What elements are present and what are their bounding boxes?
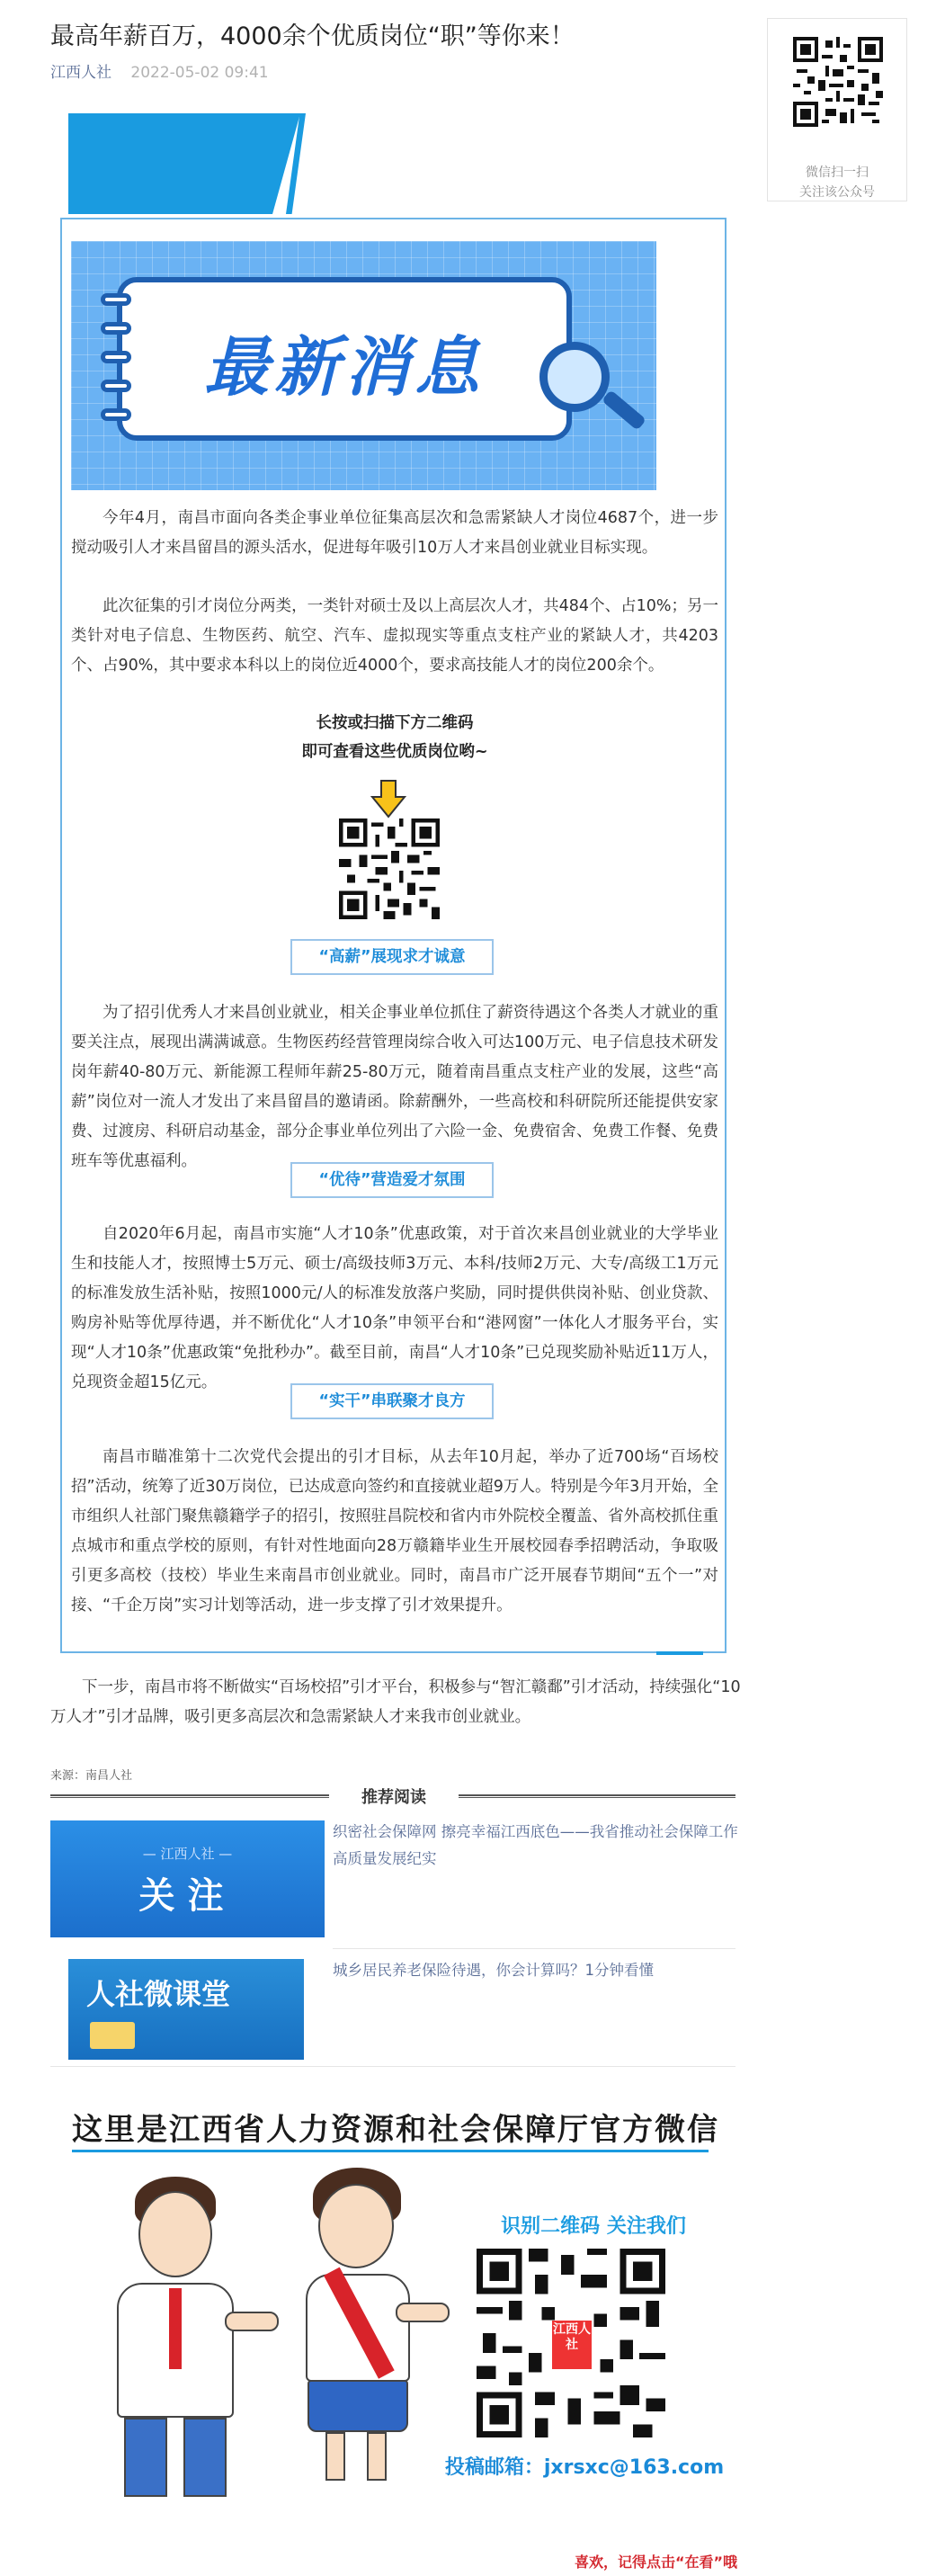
article-meta (50, 59, 269, 82)
card-corner-mark (656, 1651, 703, 1655)
poster-rule (72, 2150, 709, 2152)
notebook-ring (101, 293, 131, 306)
submission-email: 投稿邮箱：jxrsxc@163.com (444, 2456, 725, 2479)
follow-us-caption: 识别二维码 关注我们 (501, 2215, 686, 2238)
footer-like-note: 喜欢，记得点击“在看”哦 (574, 2554, 737, 2571)
recommend-rule-right (459, 1794, 735, 1798)
arrow-down-icon (370, 779, 406, 818)
notebook-ring (101, 408, 131, 421)
qr-code-icon[interactable] (793, 37, 883, 127)
account-name-link[interactable]: 江西人社 (50, 64, 111, 82)
source-note: 来源：南昌人社 (50, 1769, 133, 1783)
female-figure-illustration (261, 2168, 459, 2482)
scan-instruction-1: 长按或扫描下方二维码 (316, 714, 474, 732)
jobs-qr-code[interactable] (339, 818, 440, 919)
recommend-rule-left (50, 1794, 329, 1798)
qr-hint-line2: 关注该公众号 (799, 185, 875, 200)
jiangxi-hrss-badge: 江西人社 (552, 2321, 592, 2369)
paragraph-1: 今年4月，南昌市面向各类企事业单位征集高层次和急需紧缺人才岗位4687个，进一步搅动吸引人才来昌留昌的源头活水，促进每年吸引10万人才来昌创业就业目标实现。 (71, 509, 718, 557)
section-tag-benefits: “优待”营造爱才氛围 (290, 1162, 494, 1198)
male-figure-illustration (81, 2177, 288, 2500)
paragraph-3: 为了招引优秀人才来昌创业就业，相关企事业单位抓住了薪资待遇这个各类人才就业的重要关注点，展现出满满诚意。生物医药经营管理岗综合收入可达100万元、电子信息技术研发岗年薪40-80万元、新能源工程师年薪25-80万元，随着南昌重点支柱产业的发展，这些“高薪”岗位对一流人才发出了来昌留昌的邀请函。除薪酬外，一些高校和科研院所还能提供安家费、过渡房、科研启动基金，部分企事业单位列出了六险一金、免费宿舍、免费工作餐、免费班车等优惠福利。 (71, 1004, 718, 1170)
qr-hint-line1: 微信扫一扫 (806, 165, 869, 180)
recommend-link-2[interactable]: 城乡居民养老保险待遇，你会计算吗？1分钟看懂 (333, 1962, 654, 1979)
poster-title: 这里是江西省人力资源和社会保障厅官方微信 (72, 2112, 719, 2148)
paragraph-4: 自2020年6月起，南昌市实施“人才10条”优惠政策，对于首次来昌创业就业的大学毕业生和技能人才，按照博士5万元、硕士/高级技师3万元、本科/技师2万元、大专/高级工1万元的标准发放生活补贴，按照1000元/人的标准发放落户奖励，同时提供供岗补贴、创业贷款、购房补贴等优厚待遇，并不断优化“人才10条”申领平台和“港网窗”一体化人才服务平台，实现“人才10条”优惠政策“免批秒办”。截至目前，南昌“人才10条”已兑现奖励补贴近11万人，兑现资金超15亿元。 (71, 1225, 718, 1391)
follow-qr-panel (767, 18, 907, 201)
recommend-link-1[interactable]: 织密社会保障网 擦亮幸福江西底色——我省推动社会保障工作高质量发展纪实 (333, 1823, 738, 1867)
recommend-divider (333, 1948, 735, 1949)
recommend-heading: 推荐阅读 (333, 1784, 455, 1808)
recommend-divider-bottom (50, 2066, 735, 2067)
section-tag-action: “实干”串联聚才良方 (290, 1383, 494, 1419)
article-title: 最高年薪百万，4000余个优质岗位“职”等你来！ (50, 22, 575, 50)
paragraph-5: 南昌市瞄准第十二次党代会提出的引才目标，从去年10月起，举办了近700场“百场校招”活动，统筹了近30万岗位，已达成意向签约和直接就业超9万人。特别是今年3月开始，全市组织人社部门聚焦赣籍学子的招引，按照驻昌院校和省内市外院校全覆盖、省外高校抓住重点城市和重点学校的原则，有针对性地面向28万赣籍毕业生开展校园春季招聘活动，争取吸引更多高校（技校）毕业生来南昌市创业就业。同时，南昌市广泛开展春节期间“五个一”对接、“千企万岗”实习计划等活动，进一步支撑了引才效果提升。 (71, 1448, 718, 1614)
thumb-1-title: 关注 (138, 1875, 236, 1917)
recommend-thumb-1[interactable] (50, 1820, 325, 1937)
section-tag-salary: “高薪”展现求才诚意 (290, 939, 494, 975)
book-icon (90, 2022, 135, 2049)
paragraph-6: 下一步，南昌市将不断做实“百场校招”引才平台，积极参与“智汇赣鄱”引才活动，持续强化“10万人才”引才品牌，吸引更多高层次和急需紧缺人才来我市创业就业。 (50, 1678, 741, 1726)
hero-heading: 最新消息 (203, 329, 485, 405)
magnifier-icon (539, 342, 610, 412)
publish-date: 2022-05-02 09:41 (130, 64, 269, 82)
thumb-2-title: 人社微课堂 (86, 1977, 231, 2011)
thumb-1-subtitle: — 江西人社 — (142, 1846, 233, 1862)
scan-instruction-2: 即可查看这些优质岗位哟~ (301, 743, 488, 761)
banner-decoration (68, 113, 300, 214)
paragraph-2: 此次征集的引才岗位分两类，一类针对硕士及以上高层次人才，共484个、占10%；另一类针对电子信息、生物医药、航空、汽车、虚拟现实等重点支柱产业的紧缺人才，共4203个、占90%，其中要求本科以上的岗位近4000个，要求高技能人才的岗位200余个。 (71, 597, 718, 675)
recommend-thumb-2[interactable] (68, 1959, 304, 2060)
